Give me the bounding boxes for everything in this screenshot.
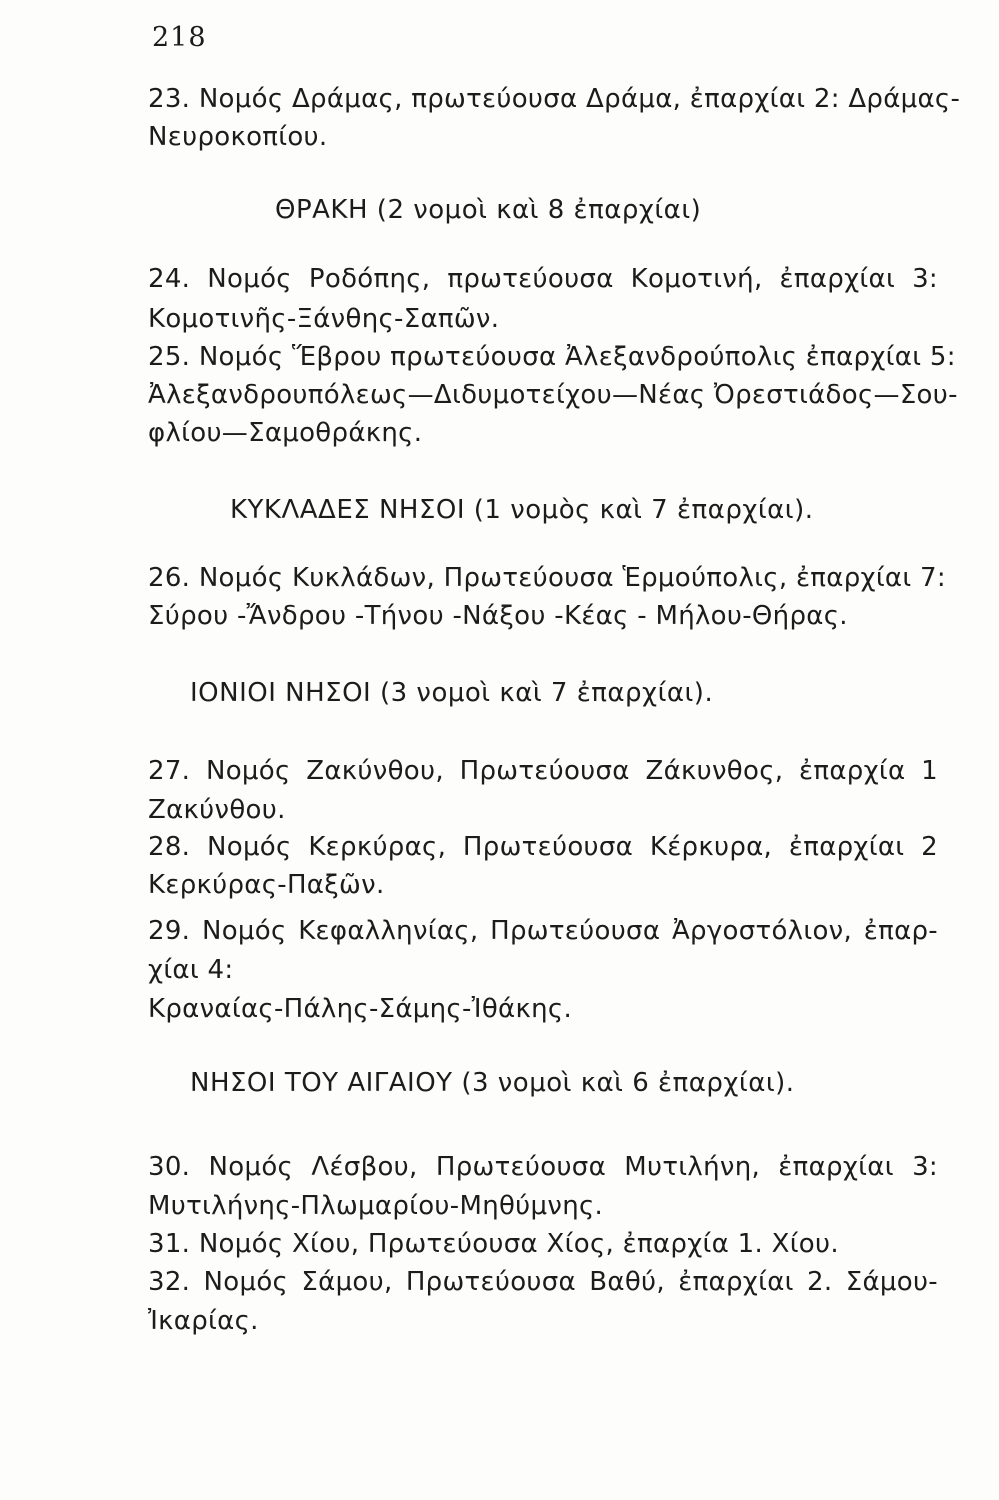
entry-23-line-2: Νευροκοπίου.: [148, 122, 328, 152]
entry-30-line-1: 30. Νομός Λέσβου, Πρωτεύουσα Μυτιλήνη, ἐπαρχίαι 3:: [148, 1152, 938, 1182]
entry-29-line-1: 29. Νομός Κεφαλληνίας, Πρωτεύουσα Ἀργοστόλιον, ἐπαρ-: [148, 916, 938, 946]
entry-32-line-2: Ἰκαρίας.: [148, 1306, 259, 1336]
entry-25-line-3: φλίου—Σαμοθράκης.: [148, 418, 423, 448]
entry-28-line-2: Κερκύρας-Παξῶν.: [148, 870, 385, 900]
entry-29-line-2: χίαι 4:: [148, 955, 234, 985]
entry-25-line-2: Ἀλεξανδρουπόλεως—Διδυμοτείχου—Νέας Ὀρεστιάδος—Σου-: [148, 380, 958, 410]
entry-32-line-1: 32. Νομός Σάμου, Πρωτεύουσα Βαθύ, ἐπαρχίαι 2. Σάμου-: [148, 1267, 938, 1297]
entry-27-line-1: 27. Νομός Ζακύνθου, Πρωτεύουσα Ζάκυνθος, ἐπαρχία 1: [148, 756, 938, 786]
page-number: 218: [152, 22, 207, 53]
entry-28-line-1: 28. Νομός Κερκύρας, Πρωτεύουσα Κέρκυρα, ἐπαρχίαι 2: [148, 832, 938, 862]
entry-25-line-1: 25. Νομός Ἕβρου πρωτεύουσα Ἀλεξανδρούπολις ἐπαρχίαι 5:: [148, 342, 956, 372]
entry-24-line-1: 24. Νομός Ροδόπης, πρωτεύουσα Κομοτινή, ἐπαρχίαι 3:: [148, 264, 938, 294]
section-heading-ionioi: ΙΟΝΙΟΙ ΝΗΣΟΙ (3 νομοὶ καὶ 7 ἐπαρχίαι).: [190, 678, 714, 708]
entry-26-line-1: 26. Νομός Κυκλάδων, Πρωτεύουσα Ἑρμούπολις, ἐπαρχίαι 7:: [148, 563, 946, 593]
entry-24-line-2: Κομοτινῆς-Ξάνθης-Σαπῶν.: [148, 304, 500, 334]
section-heading-thraki: ΘΡΑΚΗ (2 νομοὶ καὶ 8 ἐπαρχίαι): [275, 195, 702, 225]
entry-30-line-2: Μυτιλήνης-Πλωμαρίου-Μηθύμνης.: [148, 1191, 604, 1221]
entry-31-line-1: 31. Νομός Χίου, Πρωτεύουσα Χίος, ἐπαρχία 1. Χίου.: [148, 1229, 839, 1259]
section-heading-kyklades: ΚΥΚΛΑΔΕΣ ΝΗΣΟΙ (1 νομὸς καὶ 7 ἐπαρχίαι).: [230, 495, 814, 525]
entry-29-line-3: Κραναίας-Πάλης-Σάμης-Ἰθάκης.: [148, 994, 573, 1024]
section-heading-aigaio: ΝΗΣΟΙ ΤΟΥ ΑΙΓΑΙΟΥ (3 νομοὶ καὶ 6 ἐπαρχίαι).: [190, 1068, 795, 1098]
entry-23-line-1: 23. Νομός Δράμας, πρωτεύουσα Δράμα, ἐπαρχίαι 2: Δράμας-: [148, 84, 961, 114]
entry-27-line-2: Ζακύνθου.: [148, 795, 286, 825]
entry-26-line-2: Σύρου -Ἄνδρου -Τήνου -Νάξου -Κέας - Μήλου-Θήρας.: [148, 601, 848, 631]
